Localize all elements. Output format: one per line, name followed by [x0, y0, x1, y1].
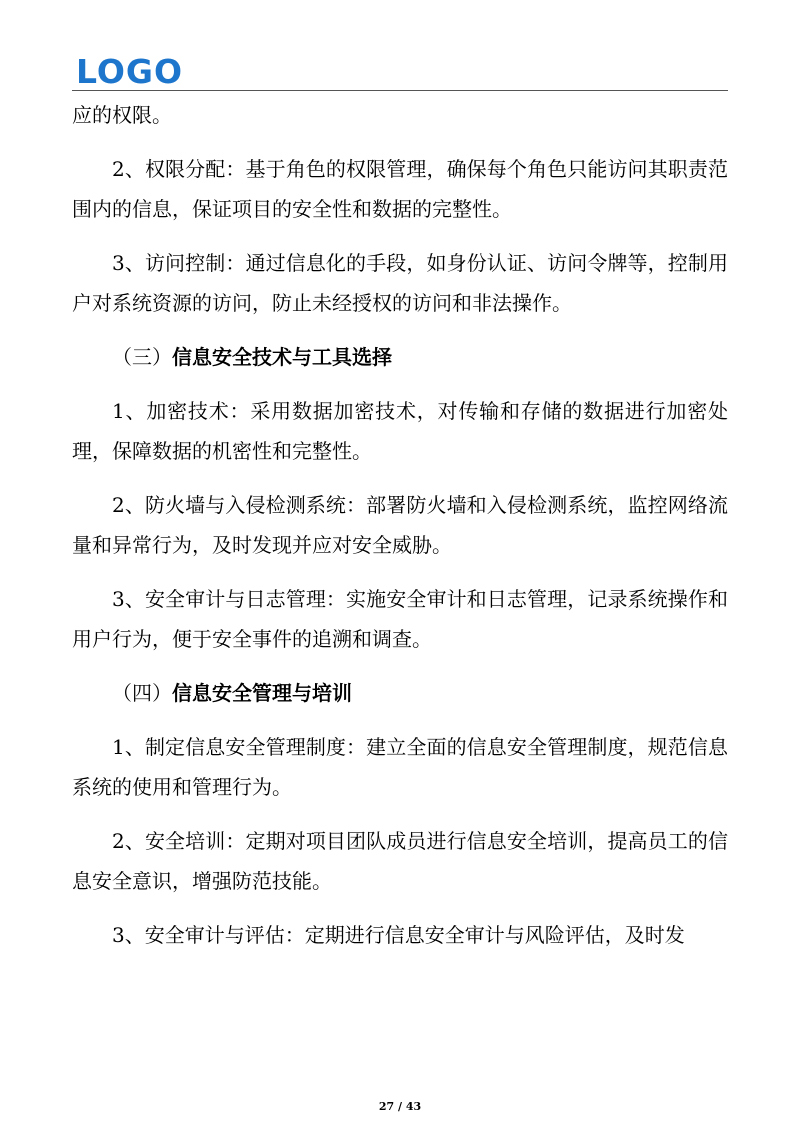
paragraph-audit-assessment: 3、安全审计与评估：定期进行信息安全审计与风险评估，及时发 [112, 923, 685, 947]
section-heading-4 [72, 673, 728, 713]
section-heading-3 [72, 337, 728, 377]
document-body [72, 95, 728, 969]
paragraph-access-control: 3、访问控制：通过信息化的手段，如身份认证、访问令牌等，控制用户对系统资源的访问，防止未经授权的访问和非法操作。 [72, 251, 728, 315]
section-heading-3-number: （三） [112, 345, 172, 369]
logo: LOGO [76, 52, 184, 91]
paragraph-security-policy: 1、制定信息安全管理制度：建立全面的信息安全管理制度，规范信息系统的使用和管理行为。 [72, 735, 728, 799]
paragraph-firewall-ids: 2、防火墙与入侵检测系统：部署防火墙和入侵检测系统，监控网络流量和异常行为，及时发现并应对安全威胁。 [72, 493, 728, 557]
paragraph-security-training: 2、安全培训：定期对项目团队成员进行信息安全培训，提高员工的信息安全意识，增强防范技能。 [72, 829, 728, 893]
paragraph-audit-logging: 3、安全审计与日志管理：实施安全审计和日志管理，记录系统操作和用户行为，便于安全事件的追溯和调查。 [72, 587, 728, 651]
paragraph-encryption: 1、加密技术：采用数据加密技术，对传输和存储的数据进行加密处理，保障数据的机密性和完整性。 [72, 399, 728, 463]
header-divider [72, 90, 728, 91]
section-heading-3-title: 信息安全技术与工具选择 [172, 345, 392, 369]
section-heading-4-title: 信息安全管理与培训 [172, 681, 352, 705]
paragraph-permission-allocation: 2、权限分配：基于角色的权限管理，确保每个角色只能访问其职责范围内的信息，保证项目的安全性和数据的完整性。 [72, 157, 728, 221]
continuation-text: 应的权限。 [72, 103, 172, 127]
section-heading-4-number: （四） [112, 681, 172, 705]
page-number: 27 / 43 [378, 1100, 422, 1113]
